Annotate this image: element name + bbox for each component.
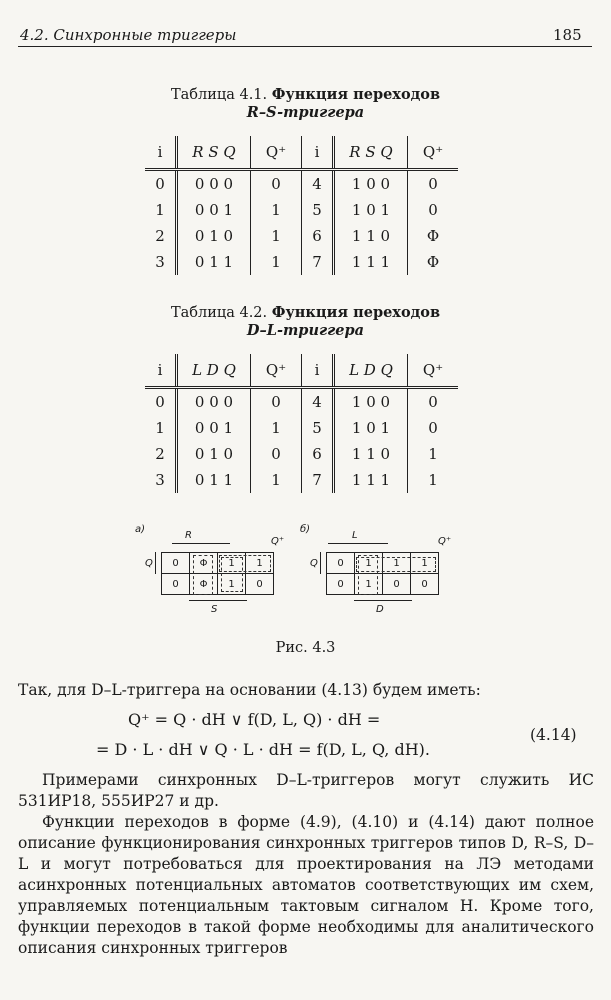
map-a-cell: 0 (245, 573, 274, 595)
map-b-cell: 1 (354, 573, 383, 595)
table-cell: 1 1 0 (334, 223, 408, 249)
table-cell: 1 (251, 415, 302, 441)
running-title: 4.2. Синхронные триггеры (20, 26, 237, 44)
table-cell: 1 (155, 419, 165, 437)
map-b-top-bar (328, 543, 388, 544)
table-cell: 1 0 1 (334, 415, 408, 441)
table2-header-cell: i (145, 354, 177, 388)
table1-header-cell: R S Q (334, 136, 408, 170)
table-cell: 1 (155, 201, 165, 219)
map-b-tag: б) (300, 524, 311, 535)
map-a-group-loop (221, 557, 243, 592)
table-cell: 1 (408, 467, 459, 493)
map-b-cell: 1 (382, 552, 411, 574)
table-row (145, 170, 458, 198)
table2-header-cell: Q⁺ (251, 354, 302, 388)
table-cell: 1 0 1 (334, 197, 408, 223)
table-row (145, 249, 458, 275)
table-cell: 0 (251, 388, 302, 416)
map-a-top-var: R (185, 530, 192, 541)
table-cell: 6 (302, 441, 334, 467)
map-a-cell: Φ (189, 573, 218, 595)
map-a-left-var: Q (145, 558, 153, 569)
table-row (145, 197, 458, 223)
table1-header-cell: Q⁺ (408, 136, 459, 170)
table2-caption-bold: Функция переходов (271, 304, 441, 321)
map-a-top-bar (172, 543, 230, 544)
map-a-cell: 1 (245, 552, 274, 574)
table-cell: 1 (408, 441, 459, 467)
table1-header-cell: i (145, 136, 177, 170)
map-b-cell: 0 (382, 573, 411, 595)
karnaugh-map-a (135, 524, 305, 624)
map-a-bottom-bar (189, 600, 247, 601)
map-a-cell: Φ (189, 552, 218, 574)
table1-header-cell: i (302, 136, 334, 170)
map-b-bottom-var: D (376, 604, 384, 615)
table-cell: 1 1 1 (334, 249, 408, 275)
table-row (145, 467, 458, 493)
table2-caption (0, 304, 611, 340)
table-cell: 1 1 0 (334, 441, 408, 467)
table-row (145, 415, 458, 441)
table2-header-cell: Q⁺ (408, 354, 459, 388)
map-a-group-loop (193, 555, 213, 595)
table-cell: 1 1 1 (334, 467, 408, 493)
table-cell: 1 0 0 (334, 388, 408, 416)
map-a-out: Q⁺ (271, 536, 285, 547)
table-cell: 2 (155, 227, 165, 245)
map-b-cell: 0 (326, 552, 355, 574)
map-b-bottom-bar (354, 600, 412, 601)
table1-header-row (145, 136, 458, 170)
figure-caption: Рис. 4.3 (275, 640, 336, 656)
table-cell: 0 0 0 (177, 388, 251, 416)
table1-header-cell: Q⁺ (251, 136, 302, 170)
table-cell: 1 (251, 223, 302, 249)
formula-line-1: Q⁺ = Q · dH ∨ f(D, L, Q) · dH = (128, 710, 381, 729)
table1-caption-bold: Функция переходов (271, 86, 441, 103)
table1-caption-line2: R–S-триггера (246, 104, 365, 121)
table-cell: 7 (302, 249, 334, 275)
table-cell: 7 (302, 467, 334, 493)
table2-header-row (145, 354, 458, 388)
table2-caption-prefix: Таблица 4.2. (170, 305, 268, 321)
table1-header-cell: R S Q (177, 136, 251, 170)
map-b-out: Q⁺ (438, 536, 452, 547)
table1-caption-prefix: Таблица 4.1. (170, 87, 268, 103)
table-cell: 3 (155, 253, 165, 271)
table-cell: 0 1 0 (177, 441, 251, 467)
formula-line-2: = D · L · dH ∨ Q · L · dH = f(D, L, Q, dH). (96, 740, 430, 759)
table-cell: 0 (251, 441, 302, 467)
map-b-cell: 1 (410, 552, 439, 574)
table-cell: 6 (302, 223, 334, 249)
karnaugh-map-b (300, 524, 470, 624)
table-cell: 0 0 0 (177, 170, 251, 198)
map-b-cell: 0 (410, 573, 439, 595)
table-cell: 0 (155, 393, 165, 411)
map-a-cell: 0 (161, 573, 190, 595)
table-cell: 4 (302, 388, 334, 416)
map-a-cell: 0 (161, 552, 190, 574)
map-a-left-bar (155, 552, 156, 574)
table-cell: Φ (408, 223, 459, 249)
table-cell: Φ (408, 249, 459, 275)
table-cell: 0 1 1 (177, 467, 251, 493)
table-cell: 0 (408, 197, 459, 223)
map-b-left-bar (320, 552, 321, 574)
table-cell: 0 (408, 388, 459, 416)
table-row (145, 441, 458, 467)
table-cell: 3 (155, 471, 165, 489)
paragraph-examples: Примерами синхронных D–L-триггеров могут служить ИС 531ИР18, 555ИР27 и др. (18, 771, 594, 810)
table1-caption (0, 86, 611, 122)
table-cell: 0 1 0 (177, 223, 251, 249)
map-a-tag: а) (135, 524, 146, 535)
page-number: 185 (553, 26, 582, 44)
table2 (145, 354, 458, 493)
table-cell: 0 (251, 170, 302, 198)
map-b-group-loop (356, 557, 436, 572)
table-cell: 1 0 0 (334, 170, 408, 198)
map-b-cell: 0 (326, 573, 355, 595)
table-cell: 0 1 1 (177, 249, 251, 275)
map-b-cell: 1 (354, 552, 383, 574)
map-b-top-var: L (352, 530, 358, 541)
table2-header-cell: i (302, 354, 334, 388)
intro-paragraph: Так, для D–L-триггера на основании (4.13) будем иметь: (18, 681, 481, 699)
table-row (145, 223, 458, 249)
table-cell: 1 (251, 197, 302, 223)
paragraph-functions: Функции переходов в форме (4.9), (4.10) и (4.14) дают полное описание функционирования синхронных триггеров типов D, R–S, D–L и могут потребоваться для проектирования на ЛЭ методами асинхронных потенциальных автоматов соответствующих им схем, управляемых потенциальным тактовым сигналом H. Кроме того, функции переходов в такой форме необходимы для аналитического описания синхронных триггеров (18, 813, 594, 957)
table-cell: 0 0 1 (177, 415, 251, 441)
table2-header-cell: L D Q (334, 354, 408, 388)
table-cell: 0 (408, 415, 459, 441)
map-a-cell: 1 (217, 552, 246, 574)
table-cell: 1 (251, 249, 302, 275)
table-cell: 4 (302, 170, 334, 198)
table2-header-cell: L D Q (177, 354, 251, 388)
table-cell: 2 (155, 445, 165, 463)
table-cell: 5 (302, 197, 334, 223)
table2-caption-line2: D–L-триггера (246, 322, 365, 339)
map-b-left-var: Q (310, 558, 318, 569)
table1 (145, 136, 458, 275)
equation-number: (4.14) (530, 726, 577, 744)
table-cell: 0 (155, 175, 165, 193)
table-cell: 0 0 1 (177, 197, 251, 223)
header-rule (18, 46, 592, 47)
table-row (145, 388, 458, 416)
map-a-bottom-var: S (211, 604, 218, 615)
table-cell: 5 (302, 415, 334, 441)
table-cell: 0 (408, 170, 459, 198)
map-a-cell: 1 (217, 573, 246, 595)
table-cell: 1 (251, 467, 302, 493)
